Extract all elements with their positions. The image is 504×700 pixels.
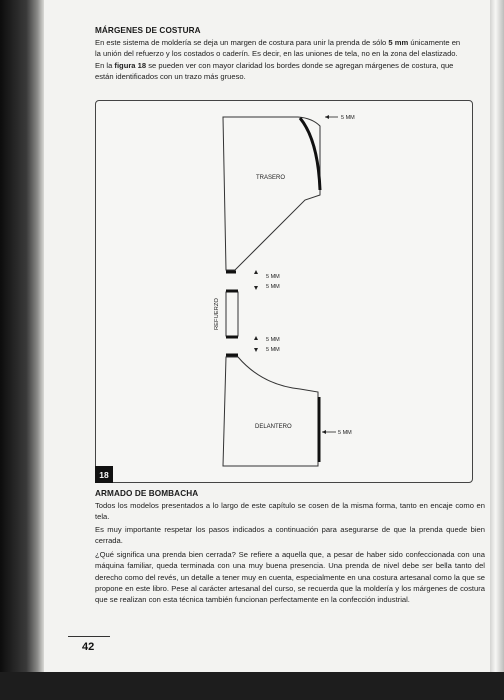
label-5mm-r1: 5 MM [266, 274, 280, 280]
margenes-line-3: En la figura 18 se pueden ver con mayor claridad los bordes donde se agregan márgenes de costura, que [95, 60, 454, 70]
margenes-line-4: están identificados con un trazo más grueso. [95, 71, 246, 81]
armado-paragraph-3: ¿Qué significa una prenda bien cerrada? Se refiere a aquella que, a pesar de haber sido confeccionada con una máquina familiar, queda terminada con una muy buena presencia. Una prenda de nivel debe ser bella tanto del derecho como del revés, un detalle a tener muy en cuenta, especialmente en una costura artesanal como la que se propone en este libro. Pese al carácter artesanal del curso, se recuerda que la moldería y los márgenes de costura que se realizan con esta técnica también funcionan perfectamente en la confección industrial. [95, 550, 485, 605]
label-5mm-r4: 5 MM [266, 347, 280, 353]
label-5mm-bottom: 5 MM [338, 430, 352, 436]
section-title-margenes: MÁRGENES DE COSTURA [95, 26, 201, 35]
armado-paragraph-1: Todos los modelos presentados a lo largo de este capítulo se cosen de la misma forma, tanto en encaje como en tela. [95, 501, 485, 522]
label-5mm-r2: 5 MM [266, 284, 280, 290]
armado-paragraph-2: Es muy importante respetar los pasos indicados a continuación para asegurarse de que la prenda quede bien cerrada. [95, 525, 485, 546]
margenes-line-1: En este sistema de moldería se deja un margen de costura para unir la prenda de sólo 5 mm únicamente en [95, 38, 461, 47]
page-number: 42 [82, 641, 95, 653]
refuerzo-piece [226, 292, 238, 336]
label-trasero: TRASERO [256, 175, 286, 181]
figure-number-badge: 18 [95, 466, 113, 483]
section-title-armado: ARMADO DE BOMBACHA [95, 489, 199, 498]
margenes-line-2: la unión del refuerzo y los costados o caderín. Es decir, en las uniones de tela, no en la zona del elastizado. [95, 49, 458, 59]
label-refuerzo: REFUERZO [214, 298, 220, 330]
trasero-piece [223, 117, 320, 270]
label-5mm-r3: 5 MM [266, 337, 280, 343]
delantero-piece [223, 357, 318, 466]
label-delantero: DELANTERO [255, 424, 292, 430]
label-5mm-top: 5 MM [341, 115, 355, 121]
trasero-seam-margin [300, 118, 320, 190]
page-number-rule [68, 636, 110, 637]
